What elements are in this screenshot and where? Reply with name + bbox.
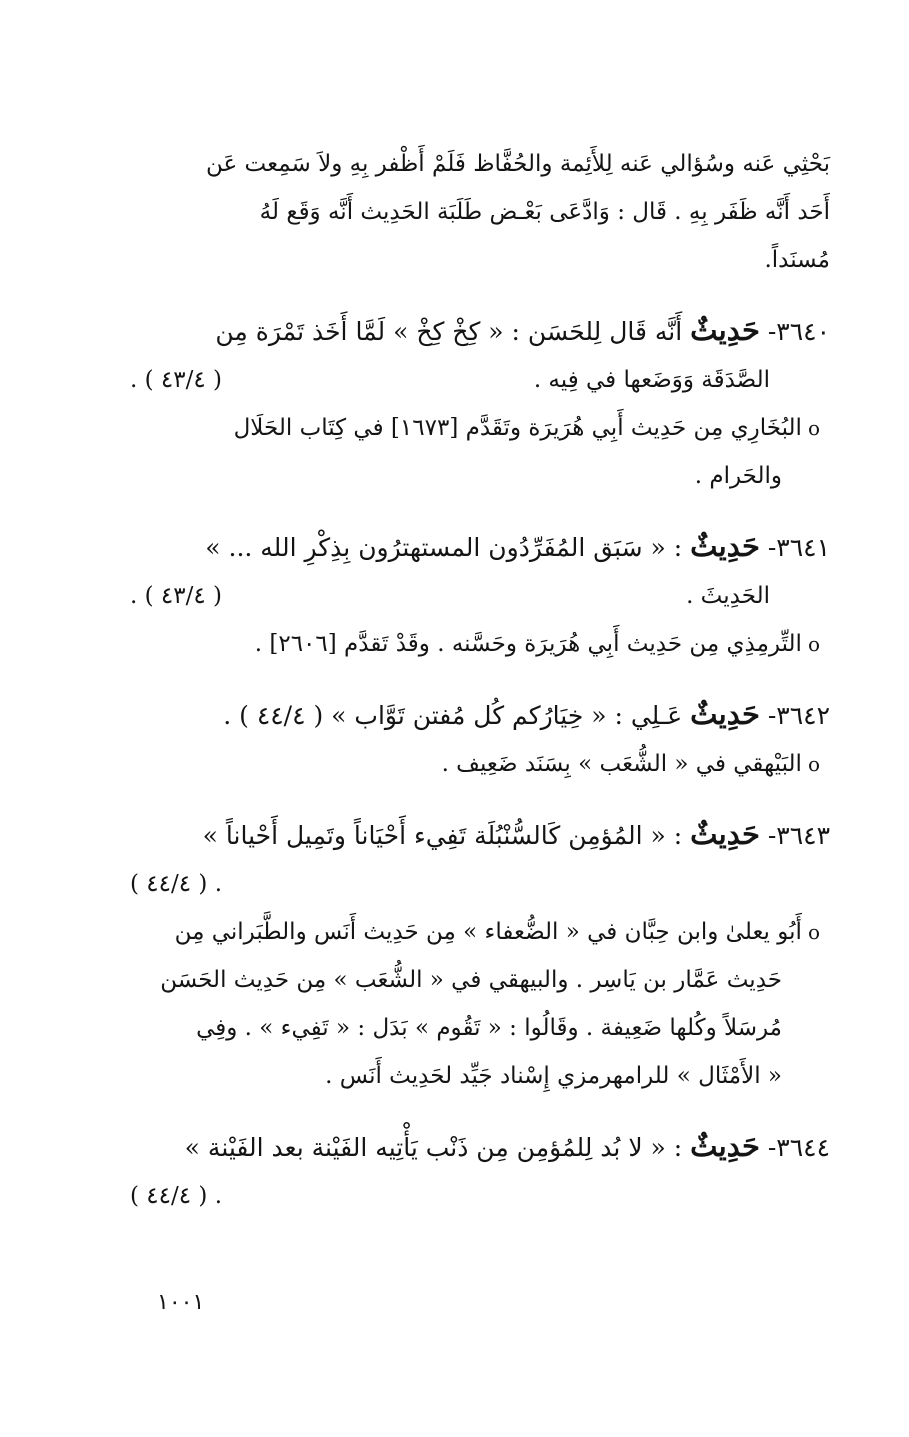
note-text: أَبُو يعلىٰ وابن حِبَّان في « الضُّعفاء » مِن حَدِيث أَنَس والطَّبَراني مِن <box>174 919 802 945</box>
source-reference: ( ٤٤/٤ ) . <box>130 871 223 897</box>
hadith-entry <box>130 306 830 500</box>
entry-number: ٣٦٤١- <box>767 533 830 562</box>
footnote <box>130 620 830 668</box>
note-marker-icon: o <box>807 416 820 440</box>
hadith-label: حَدِيثٌ <box>690 313 760 347</box>
source-reference: ( ٤٣/٤ ) . <box>130 367 223 393</box>
intro-line: أَحَد أَنَّه ظَفَر بِهِ . قَال : وَادَّعَى بَعْـض طَلَبَة الحَدِيث أَنَّه وَقَع لَهُ <box>259 199 830 225</box>
hadith-entry <box>130 690 830 788</box>
page-content <box>130 140 830 1220</box>
entry-text: أَنَّه قَال لِلحَسَن : « كِخْ كِخْ » لَمَّا أَخَذ تَمْرَة مِن <box>215 317 683 346</box>
entry-heading-line <box>130 810 830 860</box>
entry-continuation-line <box>130 356 830 404</box>
hadith-label: حَدِيثٌ <box>690 1129 760 1163</box>
note-line: والحَرام . <box>694 463 782 489</box>
entry-text: الحَدِيثَ . <box>686 583 770 609</box>
entry-heading-line <box>130 306 830 356</box>
intro-paragraph <box>130 140 830 284</box>
hadith-label: حَدِيثٌ <box>690 697 760 731</box>
hadith-entry <box>130 1122 830 1220</box>
entry-text: الصَّدَقَة وَوَضَعها في فِيه . <box>533 367 770 393</box>
entry-number: ٣٦٤٤- <box>767 1133 830 1162</box>
note-line <box>130 404 820 452</box>
note-marker-icon: o <box>807 632 820 656</box>
entry-text: : « لا بُد لِلمُؤمِن مِن ذَنْب يَأْتِيه الفَيْنة بعد الفَيْنة » <box>184 1133 683 1162</box>
note-line <box>130 620 820 668</box>
note-line: حَدِيث عَمَّار بن يَاسِر . والبيهقي في « الشُّعَب » مِن حَدِيث الحَسَن <box>160 967 782 993</box>
entry-continuation-line <box>130 572 830 620</box>
entry-text: : « المُؤمِن كَالسُّنْبُلَة تَفِيء أَحْيَاناً وتَمِيل أَحْياناً » <box>202 821 683 850</box>
note-text: التِّرمِذِي مِن حَدِيث أَبِي هُرَيرَة وحَسَّنه . وقَدْ تَقدَّم [٢٦٠٦] . <box>254 631 802 657</box>
entry-text: عَـلِي : « خِيَارُكم كُل مُفتن تَوَّاب » ( ٤٤/٤ ) . <box>223 701 683 730</box>
entry-text: : « سَبَق المُفَرِّدُون المستهترُون بِذِكْرِ الله ... » <box>205 533 683 562</box>
source-reference: ( ٤٤/٤ ) . <box>130 1183 223 1209</box>
hadith-label: حَدِيثٌ <box>690 529 760 563</box>
entry-number: ٣٦٤٣- <box>767 821 830 850</box>
intro-line: بَحْثِي عَنه وسُؤالي عَنه لِلأَئِمة والحُفَّاظ فَلَمْ أَظْفر بِهِ ولاَ سَمِعت عَن <box>206 151 830 177</box>
hadith-entry <box>130 810 830 1100</box>
entry-heading-line <box>130 522 830 572</box>
entry-heading-line <box>130 1122 830 1172</box>
entry-number: ٣٦٤٢- <box>767 701 830 730</box>
note-text: البَيْهقي في « الشُّعَب » بِسَنَد ضَعِيف . <box>441 751 802 777</box>
footnote <box>130 740 830 788</box>
note-line <box>130 740 820 788</box>
source-reference: ( ٤٣/٤ ) . <box>130 583 223 609</box>
hadith-label: حَدِيثٌ <box>690 817 760 851</box>
page-number: ١٠٠١ <box>157 1290 205 1315</box>
entry-heading-line <box>130 690 830 740</box>
footnote <box>130 908 830 1100</box>
note-line: مُرسَلاً وكُلها ضَعِيفة . وقَالُوا : « تَقُوم » بَدَل : « تَفِيء » . وفِي <box>196 1015 782 1041</box>
note-text: البُخَارِي مِن حَدِيث أَبِي هُرَيرَة وتَقَدَّم [١٦٧٣] في كِتَاب الحَلَال <box>233 415 802 441</box>
entry-number: ٣٦٤٠- <box>767 317 830 346</box>
note-marker-icon: o <box>807 752 820 776</box>
hadith-entry <box>130 522 830 668</box>
note-marker-icon: o <box>807 920 820 944</box>
note-line <box>130 908 820 956</box>
footnote <box>130 404 830 500</box>
note-line: « الأَمْثَال » للرامهرمزي إِسْناد جَيِّد لحَدِيث أَنَس . <box>325 1063 782 1089</box>
intro-line: مُسنَداً. <box>764 247 830 273</box>
